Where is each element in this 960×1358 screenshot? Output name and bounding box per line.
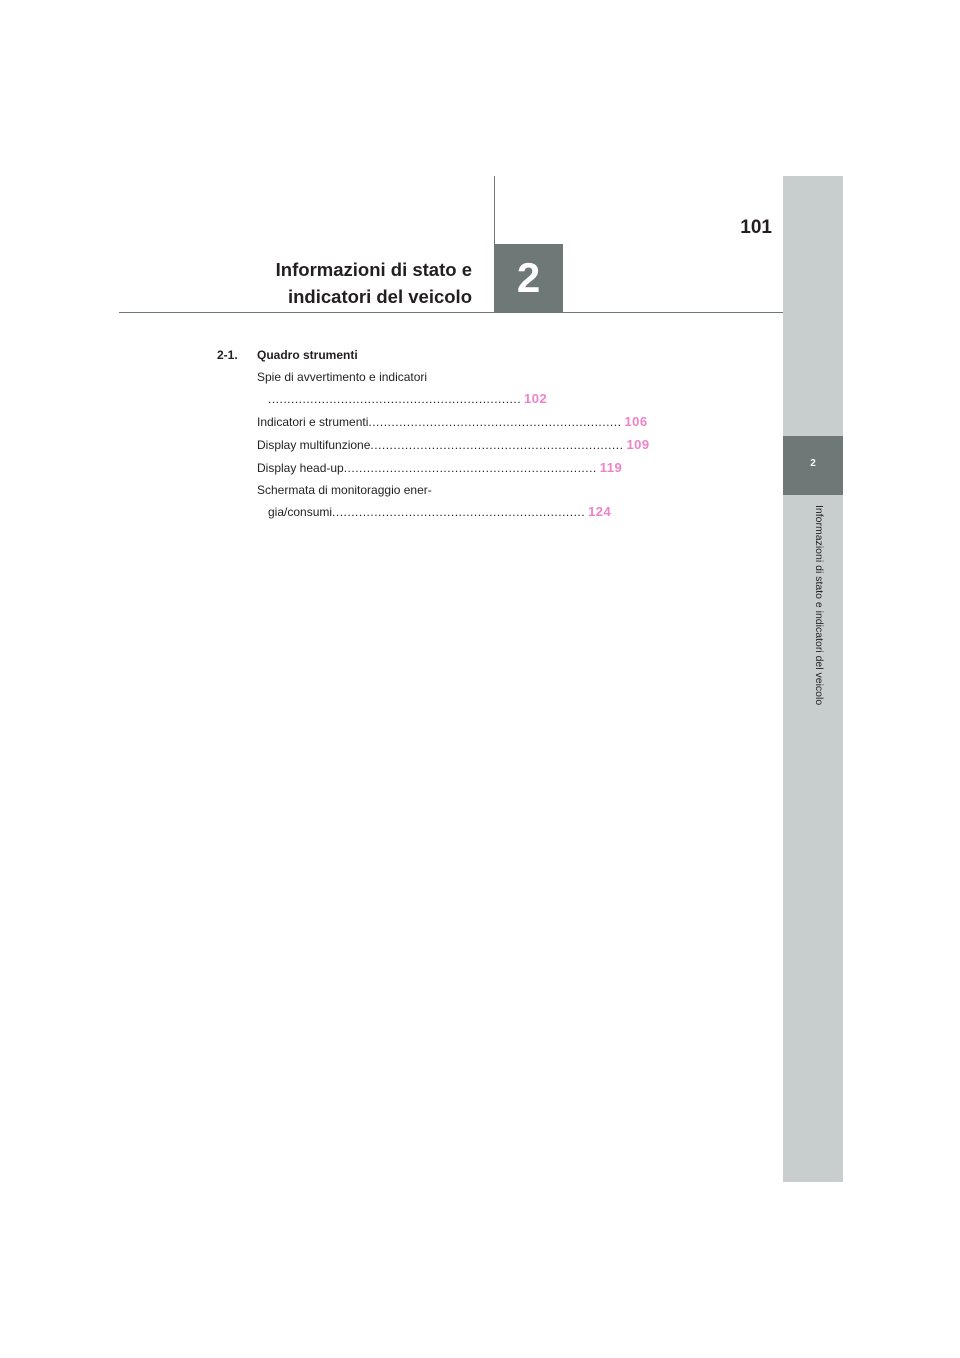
side-tab-label: Informazioni di stato e indicatori del veicolo — [813, 505, 825, 706]
page-number: 101 — [740, 217, 772, 238]
toc-section-title: Quadro strumenti — [257, 348, 358, 362]
header-vertical-line — [494, 176, 495, 244]
toc-entry-title: Display multifunzione — [257, 438, 371, 452]
toc-leader-dots: .................................................................. — [343, 461, 597, 475]
toc-page-link[interactable]: 102 — [524, 391, 548, 406]
toc-leader-dots: .................................................................. — [268, 392, 522, 406]
toc-section-number: 2-1. — [217, 348, 238, 362]
chapter-title — [200, 256, 472, 310]
toc-page-link[interactable]: 124 — [588, 504, 612, 519]
toc-entry-line — [257, 457, 623, 479]
toc-page-link[interactable]: 119 — [599, 460, 623, 475]
toc-entry-multi-display[interactable] — [257, 434, 650, 456]
toc-entry-line — [257, 434, 650, 456]
toc-entry-line — [257, 501, 612, 523]
chapter-title-line-2: indicatori del veicolo — [287, 286, 472, 307]
toc-entry-title: Display head-up — [257, 461, 344, 475]
toc-leader-dots: .................................................................. — [368, 415, 622, 429]
toc-entry-warning-lights[interactable] — [257, 367, 548, 410]
side-tab-number: 2 — [810, 458, 816, 469]
toc-entry-line — [257, 388, 548, 410]
toc-leader-dots: .................................................................. — [370, 438, 624, 452]
toc-page-link[interactable]: 109 — [626, 437, 650, 452]
toc-entry-gauges[interactable] — [257, 411, 648, 433]
header-rule — [119, 312, 783, 313]
toc-entry-line — [257, 411, 648, 433]
toc-entry-title: Spie di avvertimento e indicatori — [257, 370, 428, 384]
toc-page-link[interactable]: 106 — [624, 414, 648, 429]
toc-leader-dots: .................................................................. — [332, 505, 586, 519]
toc-entry-title: Indicatori e strumenti — [257, 415, 369, 429]
toc-entry-title: Schermata di monitoraggio ener- — [257, 483, 432, 497]
chapter-number: 2 — [516, 254, 541, 301]
toc-entry-line — [257, 480, 468, 501]
toc-entry-head-up-display[interactable] — [257, 457, 623, 479]
toc-entry-title-continued: gia/consumi — [268, 505, 333, 519]
chapter-title-line-1: Informazioni di stato e — [275, 259, 472, 280]
toc-entry-line — [257, 367, 468, 388]
toc-entry-energy-monitor[interactable] — [257, 480, 612, 523]
